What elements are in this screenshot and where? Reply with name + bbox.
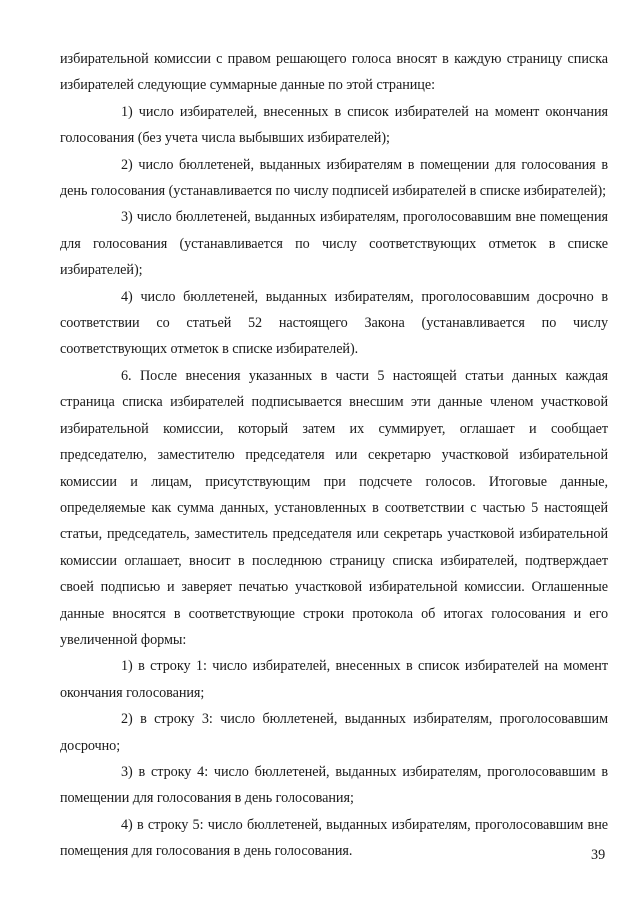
document-page [60, 46, 608, 865]
list-item-3: 3) число бюллетеней, выданных избирателям, проголосовавшим вне помещения для голосования (устанавливается по числу соответствующих отметок в списке избирателей); [60, 209, 608, 279]
paragraph-part-6: 6. После внесения указанных в части 5 настоящей статьи данных каждая страница списка избирателей подписывается внесшим эти данные членом участковой избирательной комиссии, который затем их суммирует, оглашает и сообщает председателю, заместителю председателя или секретарю участковой избирательной комиссии и лицам, присутствующим при подсчете голосов. Итоговые данные, определяемые как сумма данных, установленных в соответствии с частью 5 настоящей статьи, председатель, заместитель председателя или секретарь участковой избирательной комиссии оглашает, вносит в последнюю страницу списка избирателей, подтверждает своей подписью и заверяет печатью участковой избирательной комиссии. Оглашенные данные вносятся в соответствующие строки протокола об итогах голосования и его увеличенной формы: [60, 367, 608, 648]
line-item-4: 3) в строку 4: число бюллетеней, выданных избирателям, проголосовавшим в помещении для голосования в день голосования; [60, 763, 608, 807]
line-item-3: 2) в строку 3: число бюллетеней, выданных избирателям, проголосовавшим досрочно; [60, 711, 608, 754]
list-item-4: 4) число бюллетеней, выданных избирателям, проголосовавшим досрочно в соответствии со статьей 52 настоящего Закона (устанавливается по числу соответствующих отметок в списке избирателей). [60, 288, 608, 358]
line-item-5: 4) в строку 5: число бюллетеней, выданных избирателям, проголосовавшим вне помещения для голосования в день голосования. [60, 816, 608, 860]
list-item-2: 2) число бюллетеней, выданных избирателям в помещении для голосования в день голосования (устанавливается по числу подписей избирателей в списке избирателей); [60, 156, 608, 200]
page-number: 39 [591, 847, 606, 863]
list-item-1: 1) число избирателей, внесенных в список избирателей на момент окончания голосования (без учета числа выбывших избирателей); [60, 103, 608, 147]
line-item-1: 1) в строку 1: число избирателей, внесенных в список избирателей на момент окончания голосования; [60, 658, 608, 701]
paragraph-intro: избирательной комиссии с правом решающего голоса вносят в каждую страницу списка избирателей следующие суммарные данные по этой странице: [60, 51, 608, 94]
